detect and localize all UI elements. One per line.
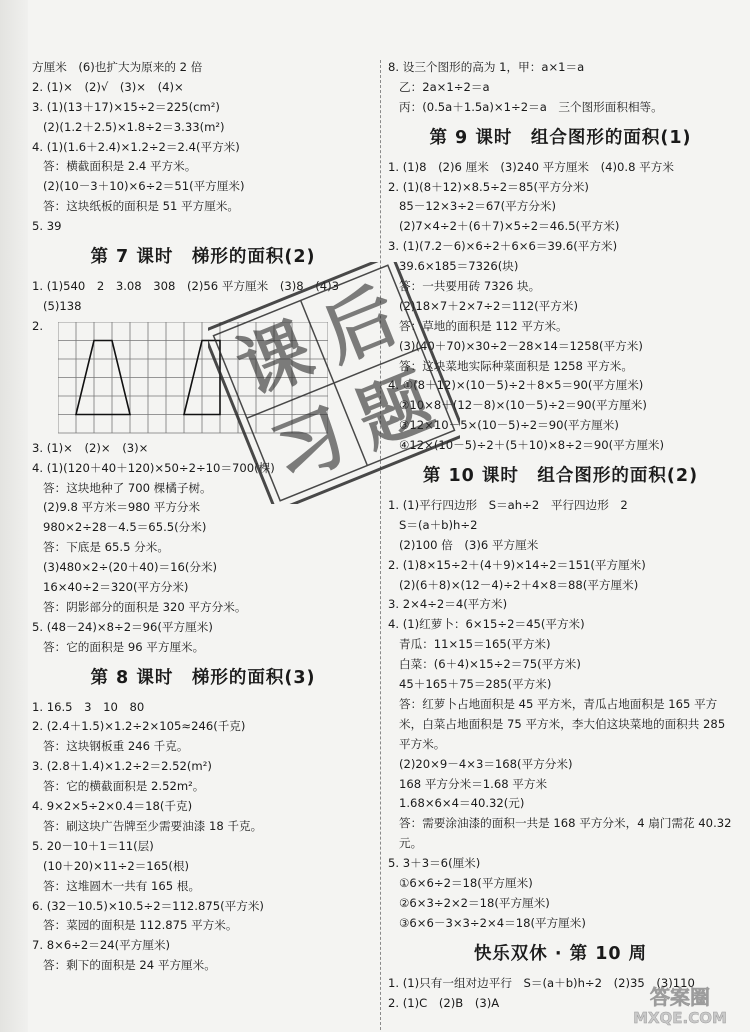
answer-line: 1. 16.5 3 10 80	[32, 699, 145, 714]
answer-line: 4. (1)(120＋40＋120)×50÷2÷10＝700(棵)	[32, 460, 275, 475]
question-number: 2.	[32, 318, 44, 333]
answer-line: 青瓜：11×15＝165(平方米)	[399, 637, 551, 652]
answer-line: 2. (1)(8＋12)×8.5÷2＝85(平方分米)	[388, 179, 589, 194]
answer-line: 6. (32－10.5)×10.5÷2＝112.875(平方米)	[32, 898, 264, 913]
answer-line: (3)(40＋70)×30÷2－28×14＝1258(平方米)	[399, 338, 643, 353]
answer-line: 5. (48－24)×8÷2＝96(平方厘米)	[32, 619, 213, 634]
answer-line: 3. (1)(13＋17)×15÷2＝225(cm²)	[32, 99, 220, 114]
answer-line: 答：刷这块广告牌至少需要油漆 18 千克。	[43, 818, 263, 833]
answer-line: (2)(10－3＋10)×6÷2＝51(平方厘米)	[43, 179, 245, 194]
answer-line: (5)138	[43, 298, 82, 313]
answer-line: (2)(6＋8)×(12－4)÷2＋4×8＝88(平方厘米)	[399, 577, 639, 592]
answer-line: 85－12×3÷2＝67(平方分米)	[399, 199, 557, 214]
answer-line: 答：它的面积是 96 平方厘米。	[43, 639, 205, 654]
answer-line: ④12×(10－5)÷2＋(5＋10)×8÷2＝90(平方厘米)	[399, 438, 665, 453]
answer-line: 答：草地的面积是 112 平方米。	[399, 318, 568, 333]
answer-line: 5. 39	[32, 219, 62, 234]
answer-line: (2)7×4÷2＋(6＋7)×5÷2＝46.5(平方米)	[399, 219, 620, 234]
answer-line: 答：这块菜地实际种菜面积是 1258 平方米。	[399, 358, 633, 373]
answer-line: 7. 8×6÷2＝24(平方厘米)	[32, 938, 171, 953]
answer-line: 白菜：(6＋4)×15÷2＝75(平方米)	[399, 657, 581, 672]
answer-line: 45＋165＋75＝285(平方米)	[399, 677, 552, 692]
answer-line: 5. 20－10＋1＝11(层)	[32, 838, 154, 853]
answer-line: 答：菜园的面积是 112.875 平方米。	[43, 918, 238, 933]
answer-line: 乙：2a×1÷2＝a	[399, 79, 490, 94]
answer-line: 4. (1)(1.6＋2.4)×1.2÷2＝2.4(平方米)	[32, 139, 240, 154]
answer-line: 2. (1)C (2)B (3)A	[388, 995, 500, 1010]
answer-line: (10＋20)×11÷2＝165(根)	[43, 858, 190, 873]
left-column	[32, 58, 374, 976]
section-heading: 快乐双休 · 第 10 周	[473, 943, 648, 964]
answer-line: (2)100 倍 (3)6 平方厘米	[399, 537, 539, 552]
answer-line: 1. (1)540 2 3.08 308 (2)56 平方厘米 (3)8 (4)3	[32, 279, 340, 294]
section-heading: 第 10 课时 组合图形的面积(2)	[422, 466, 699, 487]
answer-line: (2)20×9－4×3＝168(平方分米)	[399, 756, 573, 771]
section-heading: 第 9 课时 组合图形的面积(1)	[429, 127, 692, 148]
answer-line: 答：剩下的面积是 24 平方厘米。	[43, 958, 216, 973]
answer-line: 答：这堆圆木一共有 165 根。	[43, 878, 201, 893]
answer-line: 方厘米 (6)也扩大为原来的 2 倍	[32, 60, 203, 74]
answer-line: 16×40÷2＝320(平方分米)	[43, 580, 189, 595]
answer-line: (2)9.8 平方米＝980 平方分米	[43, 500, 201, 515]
answer-line: 答：这块地种了 700 棵橘子树。	[43, 480, 212, 495]
answer-line: 1. (1)只有一组对边平行 S＝(a＋b)h÷2 (2)35 (3)110	[388, 975, 695, 990]
answer-line: 4. ①(8＋12)×(10－5)÷2＋8×5＝90(平方厘米)	[388, 378, 644, 393]
page-binding-edge	[0, 0, 28, 1032]
answer-line: 1.68×6×4＝40.32(元)	[399, 796, 525, 811]
answer-line: 答：红萝卜占地面积是 45 平方米，青瓜占地面积是 165 平方米，白菜占地面积是 75 平方米，李大伯这块菜地的面积共 285 平方米。	[399, 696, 726, 751]
column-divider	[380, 60, 381, 1030]
watermark-logo	[614, 982, 746, 1028]
answer-line: (2)18×7＋2×7÷2＝112(平方米)	[399, 298, 578, 313]
answer-line: ①6×6÷2＝18(平方厘米)	[399, 876, 533, 891]
stamp-char: 课	[225, 307, 324, 412]
answer-line: 2. (1)× (2)√ (3)× (4)×	[32, 79, 184, 94]
answer-line: 980×2÷28－4.5＝65.5(分米)	[43, 520, 207, 535]
answer-line: 3. 2×4÷2＝4(平方米)	[388, 597, 508, 612]
answer-line: 答：下底是 65.5 分米。	[43, 540, 169, 555]
answer-line: 4. 9×2×5÷2×0.4＝18(千克)	[32, 799, 193, 814]
answer-line: (3)480×2÷(20＋40)＝16(分米)	[43, 560, 218, 575]
answer-line: ③6×6－3×3÷2×4＝18(平方厘米)	[399, 915, 586, 930]
answer-line: 答：横截面积是 2.4 平方米。	[43, 159, 197, 174]
answer-line: 2. (2.4＋1.5)×1.2÷2×105≈246(千克)	[32, 719, 246, 734]
answer-line: 3. (2.8＋1.4)×1.2÷2＝2.52(m²)	[32, 759, 212, 774]
answer-line: 丙：(0.5a＋1.5a)×1÷2＝a 三个图形面积相等。	[399, 99, 663, 114]
watermark-url: MXQE.COM	[633, 1009, 727, 1027]
answer-line: 2. (1)8×15÷2＋(4＋9)×14÷2＝151(平方厘米)	[388, 557, 646, 572]
stamp-char: 题	[345, 357, 444, 463]
stamp-char: 后	[311, 272, 410, 378]
answer-line: S＝(a＋b)h÷2	[399, 517, 478, 532]
answer-line: 答：阴影部分的面积是 320 平方分米。	[43, 599, 247, 614]
answer-line: 168 平方分米＝1.68 平方米	[399, 776, 548, 791]
answer-line: 答：一共要用砖 7326 块。	[399, 279, 541, 294]
answer-line: 8. 设三个图形的高为 1，甲：a×1＝a	[388, 60, 585, 74]
stamp-seal-icon	[208, 262, 460, 504]
answer-line: 答：这块钢板重 246 千克。	[43, 739, 189, 754]
answer-line: 1. (1)平行四边形 S＝ah÷2 平行四边形 2	[388, 498, 628, 513]
answer-line: 答：它的横截面积是 2.52m²。	[43, 779, 205, 794]
answer-line: 4. (1)红萝卜：6×15÷2＝45(平方米)	[388, 617, 585, 632]
answer-line: 3. (1)× (2)× (3)×	[32, 440, 149, 455]
answer-line: (2)(1.2＋2.5)×1.8÷2＝3.33(m²)	[43, 119, 225, 134]
answer-line: ②10×8＋(12－8)×(10－5)÷2＝90(平方厘米)	[399, 398, 647, 413]
answer-line: 答：这块纸板的面积是 51 平方厘米。	[43, 199, 240, 214]
watermark-text: 答案圈	[650, 985, 710, 1009]
answer-line: 3. (1)(7.2－6)×6÷2＋6×6＝39.6(平方米)	[388, 239, 618, 254]
answer-line: ③12×10－5×(10－5)÷2＝90(平方厘米)	[399, 418, 619, 433]
answer-line: 1. (1)8 (2)6 厘米 (3)240 平方厘米 (4)0.8 平方米	[388, 159, 674, 174]
answer-line: 答：需要涂油漆的面积一共是 168 平方分米，4 扇门需花 40.32 元。	[399, 816, 732, 851]
right-column	[388, 58, 733, 1013]
answer-line: 5. 3＋3＝6(厘米)	[388, 856, 481, 871]
stamp-char: 习	[260, 392, 359, 498]
answer-line: 39.6×185＝7326(块)	[399, 259, 519, 274]
answer-line: ②6×3÷2×2＝18(平方厘米)	[399, 895, 550, 910]
section-heading: 第 8 课时 梯形的面积(3)	[90, 667, 316, 688]
section-heading: 第 7 课时 梯形的面积(2)	[90, 247, 316, 268]
